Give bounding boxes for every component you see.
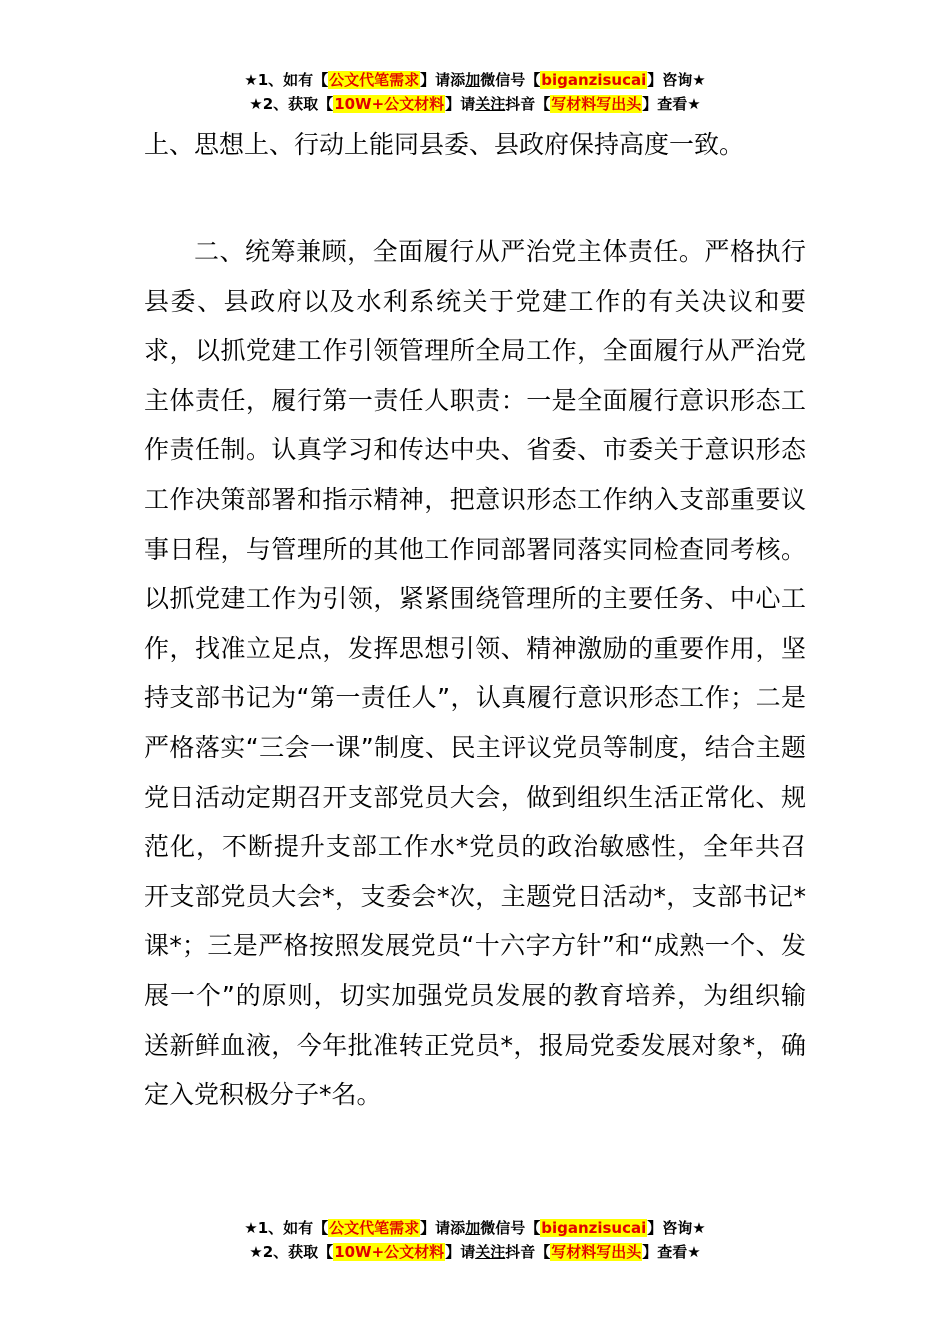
banner-text: 】查看★ bbox=[642, 95, 701, 113]
highlight-materials: 10W+公文材料 bbox=[334, 1243, 445, 1261]
banner-line-2 bbox=[0, 1240, 950, 1264]
banner-text: 抖音【 bbox=[505, 1243, 551, 1261]
highlight-materials: 10W+公文材料 bbox=[334, 95, 445, 113]
banner-text: 微信号【 bbox=[480, 71, 541, 89]
banner-text: 抖音【 bbox=[505, 95, 551, 113]
banner-line-1 bbox=[0, 68, 950, 92]
banner-text: 】查看★ bbox=[642, 1243, 701, 1261]
banner-text: 】请添 bbox=[420, 1219, 466, 1237]
underlined-text: 加 bbox=[465, 1219, 481, 1237]
banner-text: 微信号【 bbox=[480, 1219, 541, 1237]
highlight-wechat-id: biganzisucai bbox=[541, 1219, 647, 1237]
banner-text: ★1、如有【 bbox=[244, 1219, 329, 1237]
highlight-ghostwriting: 公文代笔需求 bbox=[329, 71, 420, 89]
banner-text: 】请添 bbox=[420, 71, 466, 89]
highlight-douyin-account: 写材料写出头 bbox=[551, 95, 642, 113]
highlight-douyin-account: 写材料写出头 bbox=[551, 1243, 642, 1261]
footer-banner bbox=[0, 1216, 950, 1264]
banner-text: ★1、如有【 bbox=[244, 71, 329, 89]
banner-text: 】请 bbox=[445, 1243, 476, 1261]
banner-line-1 bbox=[0, 1216, 950, 1240]
underlined-text: 加 bbox=[465, 71, 481, 89]
header-banner bbox=[0, 68, 950, 116]
banner-line-2 bbox=[0, 92, 950, 116]
underlined-text: 关注 bbox=[475, 1243, 506, 1261]
banner-text: 】咨询★ bbox=[647, 1219, 706, 1237]
highlight-ghostwriting: 公文代笔需求 bbox=[329, 1219, 420, 1237]
banner-text: 】咨询★ bbox=[647, 71, 706, 89]
banner-text: ★2、获取【 bbox=[249, 95, 334, 113]
banner-text: 】请 bbox=[445, 95, 476, 113]
banner-text: ★2、获取【 bbox=[249, 1243, 334, 1261]
underlined-text: 关注 bbox=[475, 95, 506, 113]
highlight-wechat-id: biganzisucai bbox=[541, 71, 647, 89]
body-paragraph: 二、统筹兼顾，全面履行从严治党主体责任。严格执行县委、县政府以及水利系统关于党建工作的有关决议和要求，以抓党建工作引领管理所全局工作，全面履行从严治党主体责任，履行第一责任人职责：一是全面履行意识形态工作责任制。认真学习和传达中央、省委、市委关于意识形态工作决策部署和指示精神，把意识形态工作纳入支部重要议事日程，与管理所的其他工作同部署同落实同检查同考核。以抓党建工作为引领，紧紧围绕管理所的主要任务、中心工作，找准立足点，发挥思想引领、精神激励的重要作用，坚持支部书记为“第一责任人”，认真履行意识形态工作；二是严格落实“三会一课”制度、民主评议党员等制度，结合主题党日活动定期召开支部党员大会，做到组织生活正常化、规范化，不断提升支部工作水*党员的政治敏感性，全年共召开支部党员大会*，支委会*次，主题党日活动*，支部书记*课*；三是严格按照发展党员“十六字方针”和“成熟一个、发展一个”的原则，切实加强党员发展的教育培养，为组织输送新鲜血液，今年批准转正党员*，报局党委发展对象*，确定入党积极分子*名。 bbox=[144, 237, 806, 1110]
continued-text-line: 上、思想上、行动上能同县委、县政府保持高度一致。 bbox=[144, 130, 745, 159]
